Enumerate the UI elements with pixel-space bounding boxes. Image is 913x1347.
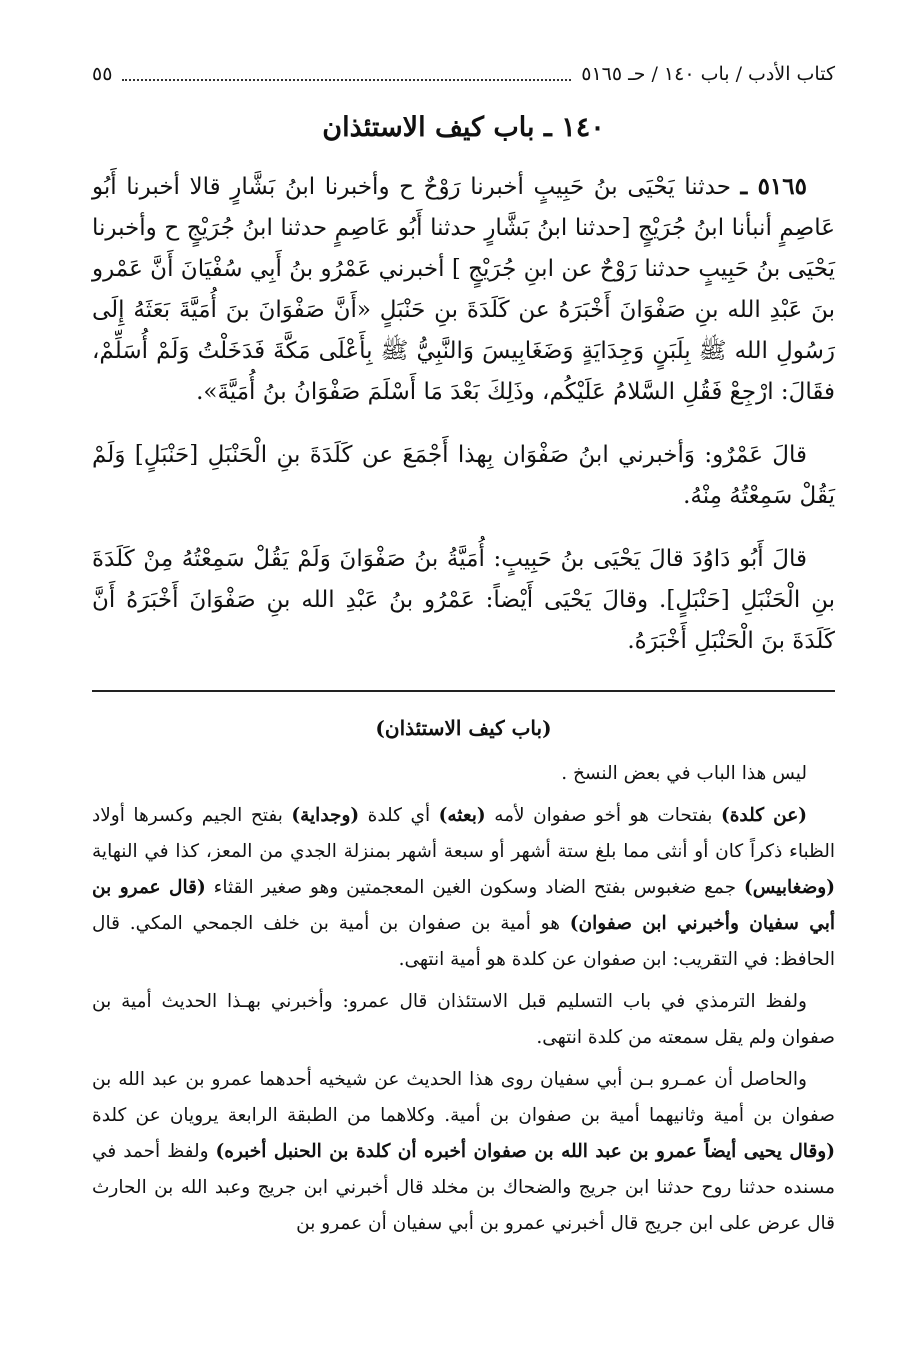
hadith-paragraph: قالَ أَبُو دَاوُدَ قالَ يَحْيَى بنُ حَبِيبٍ: أُمَيَّةُ بنُ صَفْوَانَ وَلَمْ يَقُلْ سَمِعْتُهُ مِنْ كَلَدَةَ بنِ الْحَنْبَلِ [حَنْبَلٍ]. وقالَ يَحْيَى أَيْضاً: عَمْرُو بنُ عَبْدِ الله بنِ صَفْوَانَ أَخْبَرَهُ أَنَّ كَلَدَةَ بنَ الْحَنْبَلِ أَخْبَرَهُ. [92, 546, 835, 654]
commentary-paragraph [92, 1062, 835, 1242]
dotted-leader [122, 78, 571, 81]
commentary-paragraph: ليس هذا الباب في بعض النسخ . [561, 763, 807, 784]
commentary-text-run: بفتحات هو أخو صفوان لأمه [485, 805, 721, 826]
commentary-title: (باب كيف الاستئذان) [375, 716, 552, 740]
page-header [92, 58, 835, 88]
hadith-number: ٥١٦٥ ـ [740, 173, 807, 200]
commentary-paragraph: ولفظ الترمذي في باب التسليم قبل الاستئذان قال عمرو: وأخبرني بهـذا الحديث أمية بن صفوان ولم يقل سمعته من كلدة انتهى. [92, 991, 835, 1048]
commentary-text-run: جمع ضغبوس بفتح الضاد وسكون الغين المعجمتين وهو صغير القثاء [205, 877, 744, 898]
commentary-text-run: ولفظ أحمد في مسنده حدثنا روح حدثنا ابن جريج والضحاك بن مخلد قال أخبرني ابن جريج وعبد الله بن الحارث قال عرض على ابن جريج قال أخبرني عمرو بن أبي سفيان أن عمرو بن [92, 1141, 835, 1234]
commentary-text [92, 756, 835, 1242]
commentary-text-run: بفتح الجيم وكسرها أولاد الظباء ذكراً كان أو أنثى مما بلغ ستة أشهر أو سبعة أشهر بمنزلة الجدي من المعز، كذا في النهاية [92, 805, 835, 862]
commentary-text-run: والحاصل أن عمـرو بـن أبي سفيان روى هذا الحديث عن شيخيه أحدهما عمرو بن عبد الله بن صفوان بن أمية وثانيهما أمية بن صفوان بن أمية. وكلاهما من الطبقة الرابعة يرويان عن كلدة [92, 1069, 835, 1126]
commentary-keyword: (بعثه) [438, 805, 486, 826]
commentary-text-run: أي كلدة [359, 805, 439, 826]
hadith-paragraph-text: حدثنا يَحْيَى بنُ حَبِيبٍ أخبرنا رَوْحٌ ح وأخبرنا ابنُ بَشَّارٍ قالا أخبرنا أَبُو عَاصِمٍ أنبأنا ابنُ جُرَيْجٍ [حدثنا ابنُ بَشَّارٍ حدثنا أَبُو عَاصِمٍ حدثنا ابنُ جُرَيْجٍ ح وأخبرنا يَحْيَى بنُ حَبِيبٍ حدثنا رَوْحٌ عن ابنِ جُرَيْجٍ ] أخبرني عَمْرُو بنُ أَبِي سُفْيَانَ أَنَّ عَمْرو بنَ عَبْدِ الله بنِ صَفْوَانَ أَخْبَرَهُ عن كَلَدَةَ بنِ حَنْبَلٍ «أَنَّ صَفْوَانَ بنَ أُمَيَّةَ بَعَثَهُ إِلَى رَسُولِ الله ﷺ بِلَبَنٍ وَجِدَايَةٍ وَضَغَابِيسَ وَالنَّبِيُّ ﷺ بِأَعْلَى مَكَّةَ فَدَخَلْتُ وَلَمْ أُسَلِّمْ، فقَالَ: ارْجِعْ فَقُلِ السَّلامُ عَلَيْكُم، وذَلِكَ بَعْدَ مَا أَسْلَمَ صَفْوَانُ بنُ أُمَيَّةَ». [92, 174, 835, 405]
hadith-paragraph [92, 166, 835, 413]
commentary-keyword: (وجداية) [291, 805, 360, 826]
commentary-keyword: (عن كلدة) [720, 805, 807, 826]
chapter-title: ١٤٠ ـ باب كيف الاستئذان [322, 112, 605, 143]
page-number: ٥٥ [92, 63, 113, 85]
commentary-keyword: (قال عمرو بن أبي سفيان وأخبرني ابن صفوان) [92, 877, 836, 934]
commentary-paragraph [92, 798, 835, 978]
footnote-divider [92, 690, 835, 692]
hadith-text [92, 166, 835, 662]
hadith-paragraph: قالَ عَمْرٌو: وَأخبرني ابنُ صَفْوَان بِهذا أَجْمَعَ عن كَلَدَةَ بنِ الْحَنْبَلِ [حَنْبَلٍ] وَلَمْ يَقُلْ سَمِعْتُهُ مِنْهُ. [92, 442, 835, 509]
commentary-keyword: (وقال يحيى أيضاً عمرو بن عبد الله بن صفوان أخبره أن كلدة بن الحنبل أخبره) [215, 1141, 835, 1162]
running-title: كتاب الأدب / باب ١٤٠ / حـ ٥١٦٥ [581, 63, 835, 85]
commentary-text-run: هو أمية بن صفوان بن أمية بن خلف الجمحي المكي. قال الحافظ: في التقريب: ابن صفوان عن كلدة هو أمية انتهى. [92, 913, 835, 970]
commentary-keyword: (وضغابيس) [743, 877, 835, 898]
